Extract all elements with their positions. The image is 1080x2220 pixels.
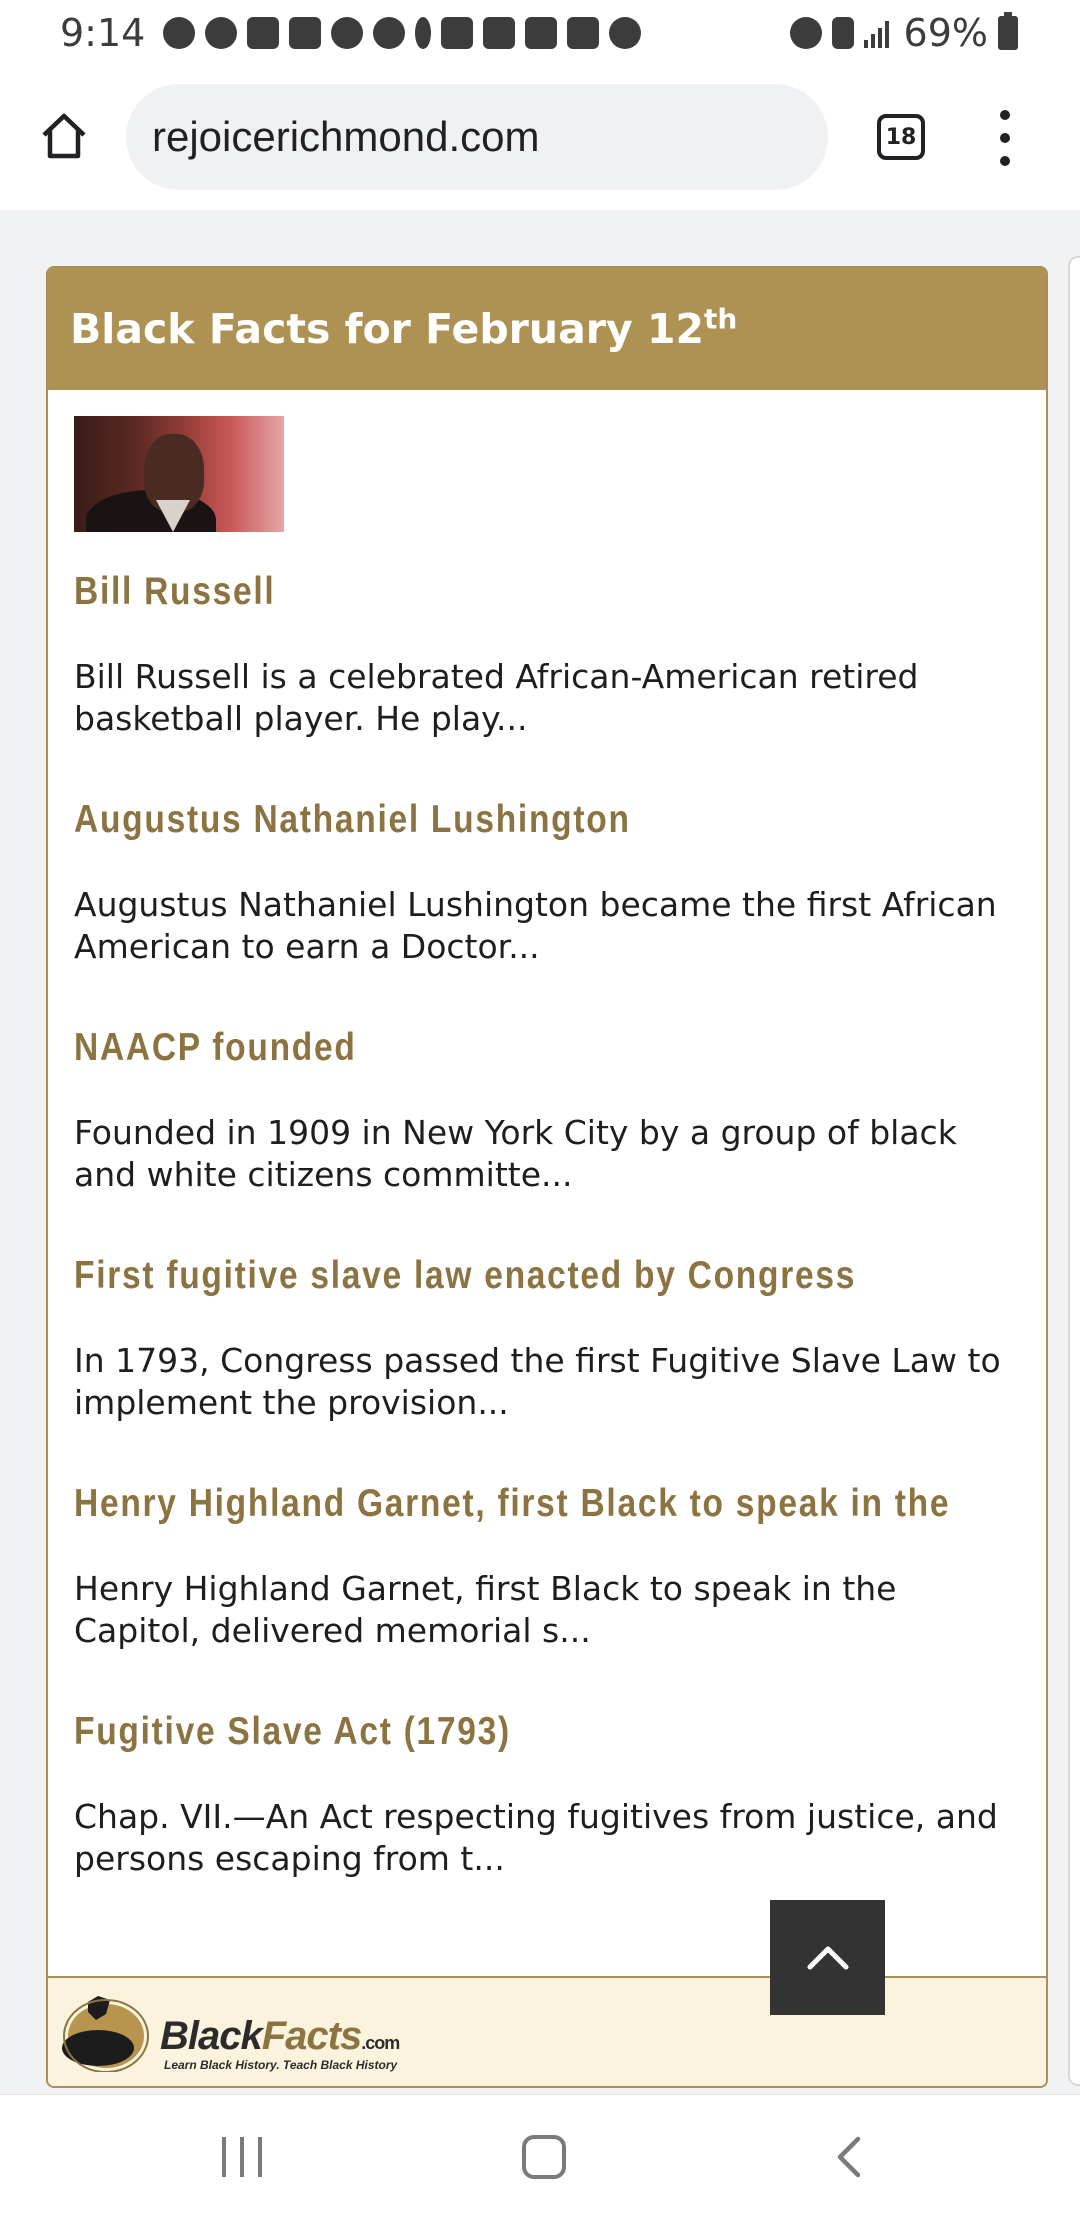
recents-button[interactable] bbox=[222, 2137, 262, 2177]
chrome-icon bbox=[331, 17, 363, 49]
logo-tagline: Learn Black History. Teach Black History bbox=[164, 2058, 398, 2072]
fact-description: Bill Russell is a celebrated African-American retired basketball player. He play... bbox=[74, 657, 919, 738]
gallery-icon bbox=[441, 17, 473, 49]
facts-list bbox=[74, 564, 1024, 1932]
alarm-icon bbox=[790, 17, 822, 49]
list-item bbox=[74, 1704, 1024, 1932]
chevron-up-icon bbox=[806, 1943, 850, 1973]
system-nav-bar bbox=[0, 2094, 1080, 2220]
browser-menu-button[interactable] bbox=[990, 110, 1020, 166]
figure-icon bbox=[415, 17, 431, 49]
scroll-to-top-button[interactable] bbox=[770, 1900, 885, 2015]
fact-title-link[interactable]: Henry Highland Garnet, first Black to speak in the bbox=[74, 1482, 951, 1525]
blackfacts-globe-logo[interactable] bbox=[58, 1990, 150, 2072]
browser-toolbar bbox=[0, 66, 1080, 210]
youtube-icon bbox=[525, 17, 557, 49]
url-text: rejoicerichmond.com bbox=[152, 113, 540, 160]
fact-title-link[interactable]: NAACP founded bbox=[74, 1026, 357, 1069]
notification-icons bbox=[163, 17, 789, 49]
menu-dot bbox=[1000, 133, 1010, 143]
battery-percent: 69% bbox=[903, 11, 988, 55]
address-bar[interactable] bbox=[126, 84, 828, 190]
home-button[interactable] bbox=[34, 106, 94, 166]
chrome-icon bbox=[609, 17, 641, 49]
menu-dot bbox=[1000, 156, 1010, 166]
sync-icon bbox=[567, 17, 599, 49]
card-header bbox=[48, 268, 1046, 390]
fact-description: Augustus Nathaniel Lushington became the first African American to earn a Doctor... bbox=[74, 885, 997, 966]
fact-description: Henry Highland Garnet, first Black to speak in the Capitol, delivered memorial s... bbox=[74, 1569, 897, 1650]
card-footer bbox=[48, 1976, 1046, 2086]
back-button[interactable] bbox=[830, 2133, 870, 2181]
youtube-icon bbox=[483, 17, 515, 49]
fact-title-link[interactable]: First fugitive slave law enacted by Congress bbox=[74, 1254, 857, 1297]
web-page bbox=[0, 210, 1080, 2094]
black-facts-card bbox=[46, 266, 1048, 2088]
signal-icon bbox=[864, 18, 894, 48]
slack-icon bbox=[205, 17, 237, 49]
list-item bbox=[74, 1020, 1024, 1248]
system-status bbox=[790, 11, 1018, 55]
list-item bbox=[74, 1248, 1024, 1476]
fact-description: In 1793, Congress passed the first Fugitive Slave Law to implement the provision... bbox=[74, 1341, 1001, 1422]
bill-russell-photo[interactable] bbox=[74, 416, 284, 532]
battery-icon bbox=[998, 16, 1018, 50]
list-item bbox=[74, 564, 1024, 792]
fact-description: Founded in 1909 in New York City by a group of black and white citizens committe... bbox=[74, 1113, 957, 1194]
fitness-icon bbox=[373, 17, 405, 49]
status-bar bbox=[0, 0, 1080, 66]
next-card-edge bbox=[1068, 256, 1080, 2086]
menu-dot bbox=[1000, 110, 1010, 120]
news-icon bbox=[247, 17, 279, 49]
fact-title-link[interactable]: Fugitive Slave Act (1793) bbox=[74, 1710, 511, 1753]
fact-description: Chap. VII.—An Act respecting fugitives from justice, and persons escaping from t... bbox=[74, 1797, 998, 1878]
list-item bbox=[74, 792, 1024, 1020]
linkedin-icon bbox=[289, 17, 321, 49]
status-time: 9:14 bbox=[60, 11, 146, 55]
list-item bbox=[74, 1476, 1024, 1704]
data-icon bbox=[832, 17, 854, 49]
nav-home-button[interactable] bbox=[522, 2135, 566, 2179]
tab-switcher-button[interactable]: 18 bbox=[877, 114, 925, 160]
fact-title-link[interactable]: Bill Russell bbox=[74, 570, 276, 613]
home-icon bbox=[39, 111, 89, 161]
blackfacts-logo-text[interactable]: BlackFacts.com bbox=[160, 2014, 400, 2058]
fact-title-link[interactable]: Augustus Nathaniel Lushington bbox=[74, 798, 631, 841]
card-title: Black Facts for February 12th bbox=[70, 302, 738, 353]
facebook-icon bbox=[163, 17, 195, 49]
